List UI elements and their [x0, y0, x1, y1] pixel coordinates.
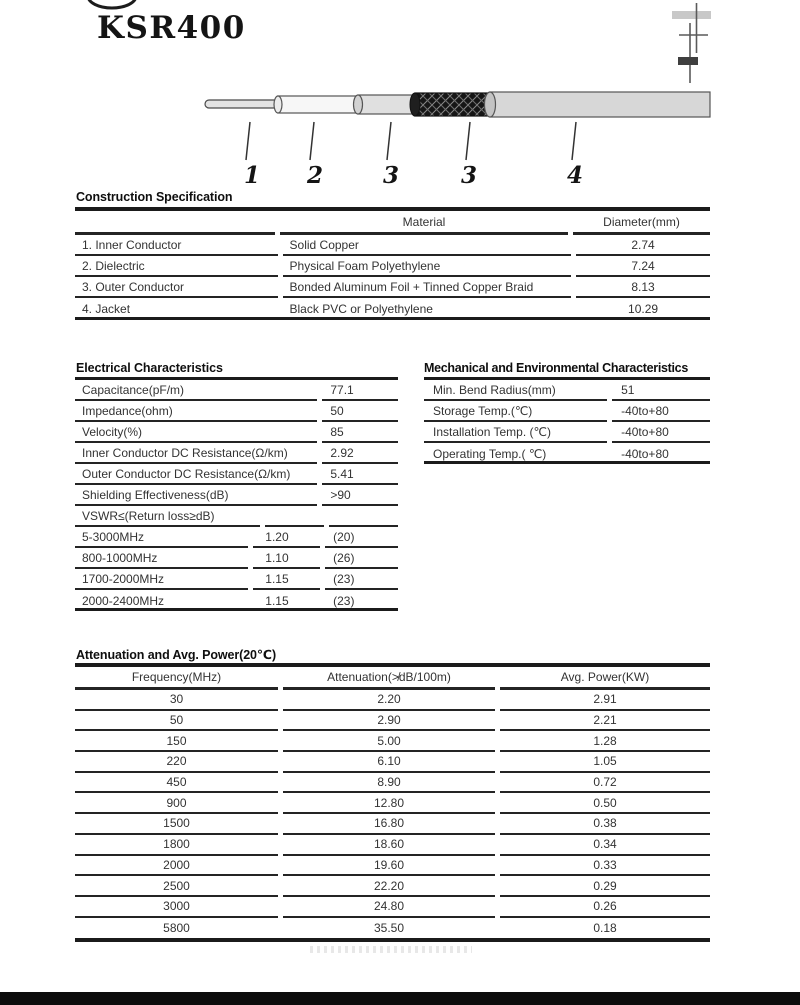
attenuation-cell: 5.00: [283, 731, 495, 752]
vswr-value: 1.15: [265, 593, 289, 608]
table-row: [75, 690, 710, 711]
vswr-header-spacer: [329, 506, 398, 527]
construction-bottom-rule: [75, 317, 710, 320]
electrical-value: 50: [322, 401, 398, 422]
attenuation-cell: 19.60: [283, 856, 495, 877]
attenuation-section-title: Attenuation and Avg. Power(20℃): [76, 648, 277, 662]
vswr-band: 1700-2000MHz: [75, 569, 248, 590]
table-row: [75, 235, 710, 256]
jacket-segment: [490, 92, 710, 117]
frequency-cell: 30: [75, 690, 278, 711]
construction-material: Black PVC or Polyethylene: [289, 301, 433, 316]
construction-material: Solid Copper: [283, 235, 572, 256]
construction-header-diameter: Diameter(mm): [573, 212, 710, 235]
construction-part: 2. Dielectric: [75, 256, 278, 277]
table-row: [75, 835, 710, 856]
mechanical-label: Min. Bend Radius(mm): [424, 380, 607, 401]
construction-material: Physical Foam Polyethylene: [283, 256, 572, 277]
power-cell: 0.34: [500, 835, 710, 856]
power-cell: 1.05: [500, 752, 710, 773]
attenuation-cell: 35.50: [373, 920, 405, 935]
table-row: [75, 773, 710, 794]
vswr-return-loss: (26): [325, 548, 398, 569]
attenuation-cell: 2.90: [283, 711, 495, 732]
leader-line-4: [572, 122, 576, 160]
vswr-band: 5-3000MHz: [75, 527, 248, 548]
table-row: [75, 876, 710, 897]
attenuation-cell: 8.90: [283, 773, 495, 794]
construction-section-title: Construction Specification: [76, 190, 233, 204]
faint-watermark: [310, 946, 472, 953]
table-row: [75, 711, 710, 732]
vswr-header-row: [75, 506, 398, 527]
frequency-cell: 50: [75, 711, 278, 732]
diagram-label-3a: 3: [383, 162, 400, 189]
table-row: [75, 401, 398, 422]
electrical-value: 2.92: [322, 443, 398, 464]
construction-header-blank: [75, 212, 275, 235]
construction-diameter: 7.24: [576, 256, 710, 277]
table-row: [75, 548, 398, 569]
jacket-end-cap: [485, 92, 496, 117]
mechanical-value: 51: [612, 380, 710, 401]
leader-line-3b: [466, 122, 470, 160]
power-cell: 0.50: [500, 793, 710, 814]
cable-diagram: [180, 78, 725, 190]
table-row: [424, 422, 710, 443]
table-row: [75, 856, 710, 877]
vswr-header-label: VSWR≤(Return loss≥dB): [75, 506, 260, 527]
diagram-label-1: 1: [244, 162, 261, 189]
electrical-bottom-rule: [75, 608, 398, 611]
mechanical-section-title: Mechanical and Environmental Characteristics: [424, 361, 688, 375]
attenuation-header-power: Avg. Power(KW): [500, 667, 710, 690]
power-cell: 0.72: [500, 773, 710, 794]
electrical-label: Outer Conductor DC Resistance(Ω/km): [75, 464, 317, 485]
electrical-label: Capacitance(pF/m): [75, 380, 317, 401]
table-row: [75, 569, 398, 590]
table-row: [75, 422, 398, 443]
construction-material: Bonded Aluminum Foil + Tinned Copper Braid: [283, 277, 572, 298]
dielectric-end-cap: [274, 96, 282, 113]
vswr-return-loss: (20): [325, 527, 398, 548]
table-row: [75, 527, 398, 548]
electrical-table: [75, 380, 398, 611]
footer-bar: [0, 992, 800, 1005]
attenuation-table: [75, 667, 710, 938]
frequency-cell: 220: [75, 752, 278, 773]
frequency-cell: 1500: [75, 814, 278, 835]
braid-end-cap: [410, 93, 420, 116]
table-row: [75, 256, 710, 277]
table-row: [75, 485, 398, 506]
mechanical-label: Operating Temp.( ℃): [433, 446, 547, 461]
frequency-cell: 5800: [163, 920, 190, 935]
electrical-label: Impedance(ohm): [75, 401, 317, 422]
attenuation-cell: 16.80: [283, 814, 495, 835]
attenuation-cell: 22.20: [283, 876, 495, 897]
frequency-cell: 450: [75, 773, 278, 794]
table-row: [75, 380, 398, 401]
electrical-value: 5.41: [322, 464, 398, 485]
construction-part: 3. Outer Conductor: [75, 277, 278, 298]
foil-end-cap: [354, 95, 363, 114]
frequency-cell: 150: [75, 731, 278, 752]
electrical-label: Velocity(%): [75, 422, 317, 443]
vswr-value: 1.15: [253, 569, 320, 590]
table-row: [75, 918, 710, 939]
construction-title-rule: [75, 207, 710, 211]
electrical-value: 85: [322, 422, 398, 443]
attenuation-header-row: [75, 667, 710, 690]
attenuation-header-frequency: Frequency(MHz): [75, 667, 278, 690]
diagram-label-4: 4: [567, 162, 584, 189]
power-cell: 1.28: [500, 731, 710, 752]
mechanical-bottom-rule: [424, 461, 710, 464]
construction-diameter: 8.13: [576, 277, 710, 298]
attenuation-cell: 6.10: [283, 752, 495, 773]
table-row: [75, 731, 710, 752]
construction-header-row: [75, 212, 710, 235]
power-cell: 0.29: [500, 876, 710, 897]
frequency-cell: 2000: [75, 856, 278, 877]
construction-table: [75, 212, 710, 319]
frequency-cell: 900: [75, 793, 278, 814]
electrical-section-title: Electrical Characteristics: [76, 361, 223, 375]
vswr-value: 1.10: [253, 548, 320, 569]
table-row: [75, 464, 398, 485]
leader-line-1: [246, 122, 250, 160]
attenuation-bottom-rule: [75, 938, 710, 942]
vswr-value: 1.20: [253, 527, 320, 548]
table-row: [75, 298, 710, 319]
electrical-label: Inner Conductor DC Resistance(Ω/km): [75, 443, 317, 464]
mechanical-value: -40to+80: [612, 401, 710, 422]
power-cell: 0.18: [593, 920, 617, 935]
frequency-cell: 1800: [75, 835, 278, 856]
construction-diameter: 2.74: [576, 235, 710, 256]
frequency-cell: 3000: [75, 897, 278, 918]
construction-header-material: Material: [280, 212, 568, 235]
mechanical-table: [424, 380, 710, 464]
attenuation-cell: 18.60: [283, 835, 495, 856]
vswr-return-loss: (23): [333, 593, 355, 608]
table-row: [424, 401, 710, 422]
page-title: KSR400: [97, 10, 246, 46]
leader-line-3a: [387, 122, 391, 160]
attenuation-cell: 12.80: [283, 793, 495, 814]
construction-part: 4. Jacket: [82, 301, 131, 316]
vswr-header-spacer: [265, 506, 324, 527]
vswr-band: 800-1000MHz: [75, 548, 248, 569]
table-row: [75, 277, 710, 298]
table-row: [424, 380, 710, 401]
vswr-return-loss: (23): [325, 569, 398, 590]
construction-diameter: 10.29: [628, 301, 659, 316]
table-row: [75, 793, 710, 814]
construction-part: 1. Inner Conductor: [75, 235, 278, 256]
table-row: [75, 814, 710, 835]
frequency-cell: 2500: [75, 876, 278, 897]
table-row: [75, 897, 710, 918]
power-cell: 2.21: [500, 711, 710, 732]
attenuation-cell: 24.80: [283, 897, 495, 918]
attenuation-header-attenuation: Attenuation(≯dB/100m): [283, 667, 495, 690]
electrical-value: >90: [322, 485, 398, 506]
mechanical-label: Installation Temp. (℃): [424, 422, 607, 443]
power-cell: 0.33: [500, 856, 710, 877]
attenuation-cell: 2.20: [283, 690, 495, 711]
power-cell: 0.38: [500, 814, 710, 835]
electrical-value: 77.1: [322, 380, 398, 401]
diagram-label-3b: 3: [461, 162, 478, 189]
leader-line-2: [310, 122, 314, 160]
mechanical-value: -40to+80: [621, 446, 669, 461]
power-cell: 2.91: [500, 690, 710, 711]
diagram-label-2: 2: [307, 162, 324, 189]
vswr-band: 2000-2400MHz: [82, 593, 165, 608]
mechanical-value: -40to+80: [612, 422, 710, 443]
electrical-label: Shielding Effectiveness(dB): [75, 485, 317, 506]
table-row: [75, 752, 710, 773]
mechanical-label: Storage Temp.(℃): [424, 401, 607, 422]
table-row: [75, 443, 398, 464]
power-cell: 0.26: [500, 897, 710, 918]
connector-fragment-drawing: [660, 0, 800, 90]
